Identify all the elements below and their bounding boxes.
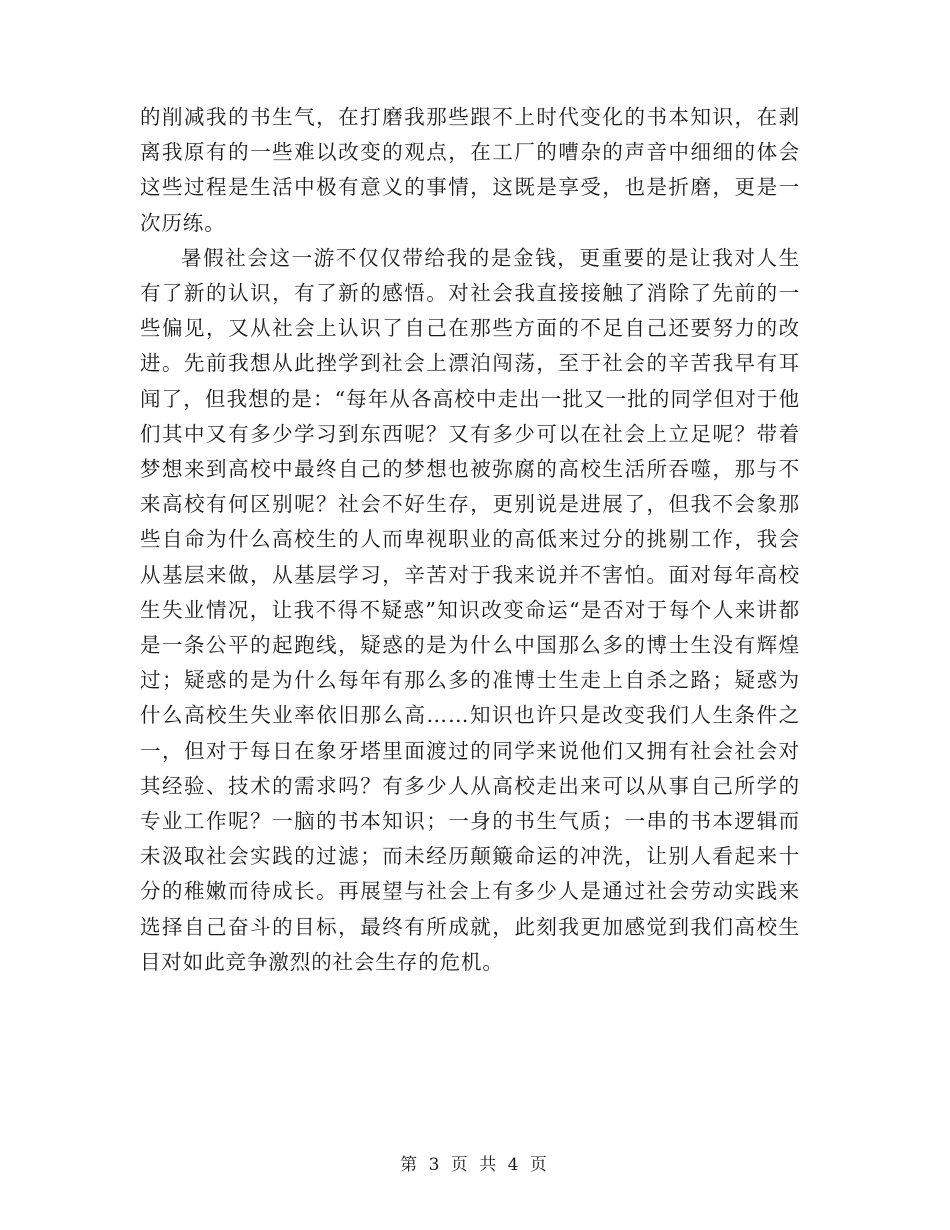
document-body [140, 100, 800, 980]
paragraph-2: 暑假社会这一游不仅仅带给我的是金钱，更重要的是让我对人生有了新的认识，有了新的感悟。对社会我直接接触了消除了先前的一些偏见，又从社会上认识了自己在那些方面的不足自己还要努力的改进。先前我想从此挫学到社会上漂泊闯荡，至于社会的辛苦我早有耳闻了，但我想的是：“每年从各高校中走出一批又一批的同学但对于他们其中又有多少学习到东西呢？又有多少可以在社会上立足呢？带着梦想来到高校中最终自己的梦想也被弥腐的高校生活所吞噬，那与不来高校有何区别呢？社会不好生存，更别说是进展了，但我不会象那些自命为什么高校生的人而卑视职业的高低来过分的挑剔工作，我会从基层来做，从基层学习，辛苦对于我来说并不害怕。面对每年高校生失业情况，让我不得不疑惑”知识改变命运“是否对于每个人来讲都是一条公平的起跑线，疑惑的是为什么中国那么多的博士生没有辉煌过；疑惑的是为什么每年有那么多的准博士生走上自杀之路；疑惑为什么高校生失业率依旧那么高……知识也许只是改变我们人生条件之一，但对于每日在象牙塔里面渡过的同学来说他们又拥有社会社会对其经验、技术的需求吗？有多少人从高校走出来可以从事自己所学的专业工作呢？一脑的书本知识；一身的书生气质；一串的书本逻辑而未汲取社会实践的过滤；而未经历颠簸命运的冲洗，让别人看起来十分的稚嫩而待成长。再展望与社会上有多少人是通过社会劳动实践来选择自己奋斗的目标，最终有所成就，此刻我更加感觉到我们高校生目对如此竞争激烈的社会生存的危机。 [140, 245, 800, 974]
page-footer: 第 3 页 共 4 页 [400, 1155, 550, 1175]
paragraph-1: 的削减我的书生气，在打磨我那些跟不上时代变化的书本知识，在剥离我原有的一些难以改变的观点，在工厂的嘈杂的声音中细细的体会这些过程是生活中极有意义的事情，这既是享受，也是折磨，更是一次历练。 [140, 105, 800, 235]
